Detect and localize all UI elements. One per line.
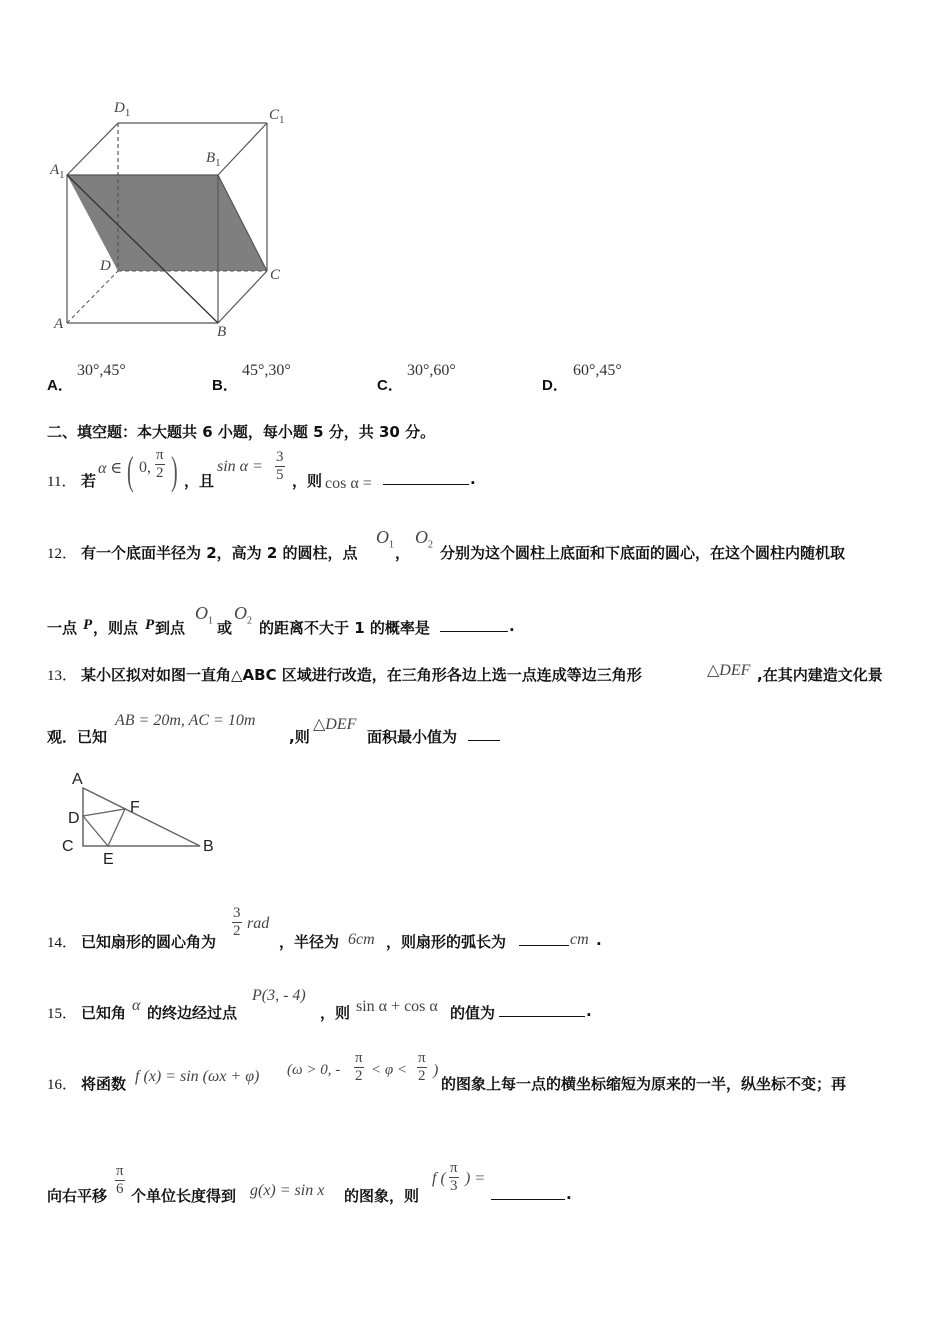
q11-answer-blank[interactable] <box>383 471 469 485</box>
q13-triangle-def: △DEF <box>707 662 751 679</box>
answer-options <box>47 362 927 392</box>
fig-label-d: D <box>68 810 80 827</box>
q16-answer-blank[interactable] <box>491 1186 565 1200</box>
q15-number: 15． <box>47 1006 78 1022</box>
section-2-title: 二、填空题：本大题共 6 小题，每小题 5 分，共 30 分。 <box>47 423 436 441</box>
question-12: 12． 有一个底面半径为 2，高为 2 的圆柱，点 $O_1$ ， $O_2$ 分别为这个圆柱上底面和下底面的圆心，在这个圆柱内随机取 一点 P ，则点 P 到点 $O_1$ 或 $O_2$ 的距离不大于 1 的概率是 . <box>47 527 846 637</box>
q16-function: f (x) = sin (ωx + φ) <box>135 1068 260 1085</box>
question-16: 16． 将函数 f (x) = sin (ωx + φ) (ω > 0, - $\frac{\pi}{2}$ < φ < $\frac{\pi}{2}$ ) 的图象上每一点的横坐标缩短为原来的一半，纵坐标不变；再 向右平移 $\frac{\pi}{6}$ 个单位长度得到 g(x) = sin x 的图象，则 f ( $\frac{\pi}{3}$ ) = . <box>47 1050 847 1205</box>
q16-g-function: g(x) = sin x <box>250 1182 325 1199</box>
option-d-value[interactable]: 60°,45° <box>573 362 622 379</box>
label-a1: A <box>50 162 60 178</box>
label-b: B <box>217 324 227 340</box>
fig-label-a: A <box>72 771 83 788</box>
label-d: D <box>100 258 111 274</box>
q13-number: 13． <box>47 668 78 684</box>
option-d-letter[interactable]: D． <box>542 377 568 394</box>
fig-label-b: B <box>203 838 214 855</box>
fig-label-e: E <box>103 851 114 868</box>
option-a-letter[interactable]: A． <box>47 377 73 394</box>
q15-expression: sin α + cos α <box>356 998 438 1015</box>
q15-point: P(3, - 4) <box>252 987 306 1004</box>
option-c-value[interactable]: 30°,60° <box>407 362 456 379</box>
shaded-plane <box>67 175 267 271</box>
label-c: C <box>270 267 281 283</box>
option-b-value[interactable]: 45°,30° <box>242 362 291 379</box>
label-d1: D <box>114 100 125 116</box>
q13-answer-blank[interactable] <box>468 727 500 741</box>
q11-sin: sin α = <box>217 458 263 475</box>
cube-figure <box>40 95 300 345</box>
question-15: 15． 已知角 α 的终边经过点 P(3, - 4) ，则 sin α + cos α 的值为 . <box>47 987 592 1022</box>
label-b1: B <box>206 150 216 166</box>
option-b-letter[interactable]: B． <box>212 377 238 394</box>
question-11: 11． 若 α ∈ ( 0, $\frac{\pi}{2}$ ) ，且 sin α = $\frac{3}{5}$ ，则 cos α = . <box>47 447 476 493</box>
q11-alpha-in: α ∈ <box>98 460 123 477</box>
q14-answer-blank[interactable] <box>519 932 569 946</box>
question-13: 13． 某小区拟对如图一直角△ABC 区域进行改造，在三角形各边上选一点连成等边三角形 △DEF ,在其内建造文化景 观．已知 AB = 20m, AC = 10m ,则 △DEF 面积最小值为 <box>47 662 883 746</box>
label-a: A <box>54 316 64 332</box>
question-14: 14． 已知扇形的圆心角为 $\frac{3}{2}$ rad ，半径为 6cm ，则扇形的弧长为 cm . <box>47 905 602 951</box>
q12-number: 12． <box>47 546 78 562</box>
q14-number: 14． <box>47 935 78 951</box>
option-c-letter[interactable]: C． <box>377 377 403 394</box>
q13-given: AB = 20m, AC = 10m <box>115 712 256 729</box>
fig-label-f: F <box>130 799 140 816</box>
q11-number: 11． <box>47 474 77 490</box>
fig-label-c: C <box>62 838 74 855</box>
option-a-value[interactable]: 30°,45° <box>77 362 126 379</box>
q11-cos: cos α = <box>325 475 372 492</box>
label-c1: C <box>269 107 280 123</box>
q15-answer-blank[interactable] <box>499 1003 585 1017</box>
q16-number: 16． <box>47 1077 78 1093</box>
q14-radius: 6cm <box>348 931 375 948</box>
triangle-abc-figure <box>60 765 230 875</box>
q12-answer-blank[interactable] <box>440 618 508 632</box>
